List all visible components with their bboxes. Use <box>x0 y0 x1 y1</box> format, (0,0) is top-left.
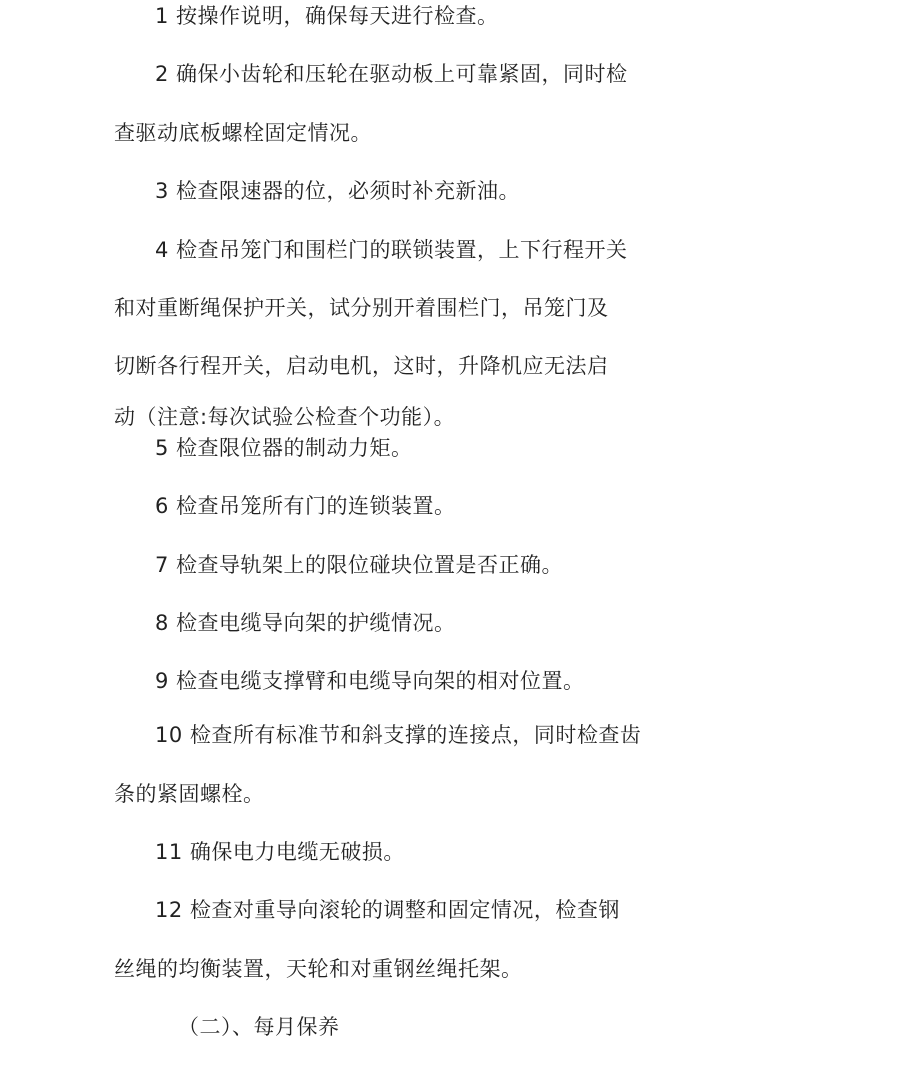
item-7: 7 检查导轨架上的限位碰块位置是否正确。 <box>155 553 564 577</box>
item-4-continued-3: 动（注意:每次试验公检查个功能）。 <box>114 405 456 429</box>
item-5: 5 检查限位器的制动力矩。 <box>155 436 413 460</box>
item-4-continued-1: 和对重断绳保护开关，试分别开着围栏门，吊笼门及 <box>114 296 609 320</box>
item-2-continued: 查驱动底板螺栓固定情况。 <box>114 121 372 145</box>
item-10: 10 检查所有标准节和斜支撑的连接点，同时检查齿 <box>155 723 642 747</box>
item-9: 9 检查电缆支撑臂和电缆导向架的相对位置。 <box>155 669 585 693</box>
section-heading: （二）、每月保养 <box>178 1015 340 1039</box>
item-2: 2 确保小齿轮和压轮在驱动板上可靠紧固，同时检 <box>155 62 628 86</box>
item-4: 4 检查吊笼门和围栏门的联锁装置，上下行程开关 <box>155 238 628 262</box>
item-10-continued: 条的紧固螺栓。 <box>114 782 265 806</box>
item-4-continued-2: 切断各行程开关，启动电机，这时，升降机应无法启 <box>114 354 609 378</box>
item-6: 6 检查吊笼所有门的连锁装置。 <box>155 494 456 518</box>
item-3: 3 检查限速器的位，必须时补充新油。 <box>155 179 521 203</box>
item-12-continued: 丝绳的均衡装置，天轮和对重钢丝绳托架。 <box>114 957 523 981</box>
item-8: 8 检查电缆导向架的护缆情况。 <box>155 611 456 635</box>
item-1: 1 按操作说明，确保每天进行检查。 <box>155 4 499 28</box>
item-11: 11 确保电力电缆无破损。 <box>155 840 405 864</box>
item-12: 12 检查对重导向滚轮的调整和固定情况，检查钢 <box>155 898 620 922</box>
